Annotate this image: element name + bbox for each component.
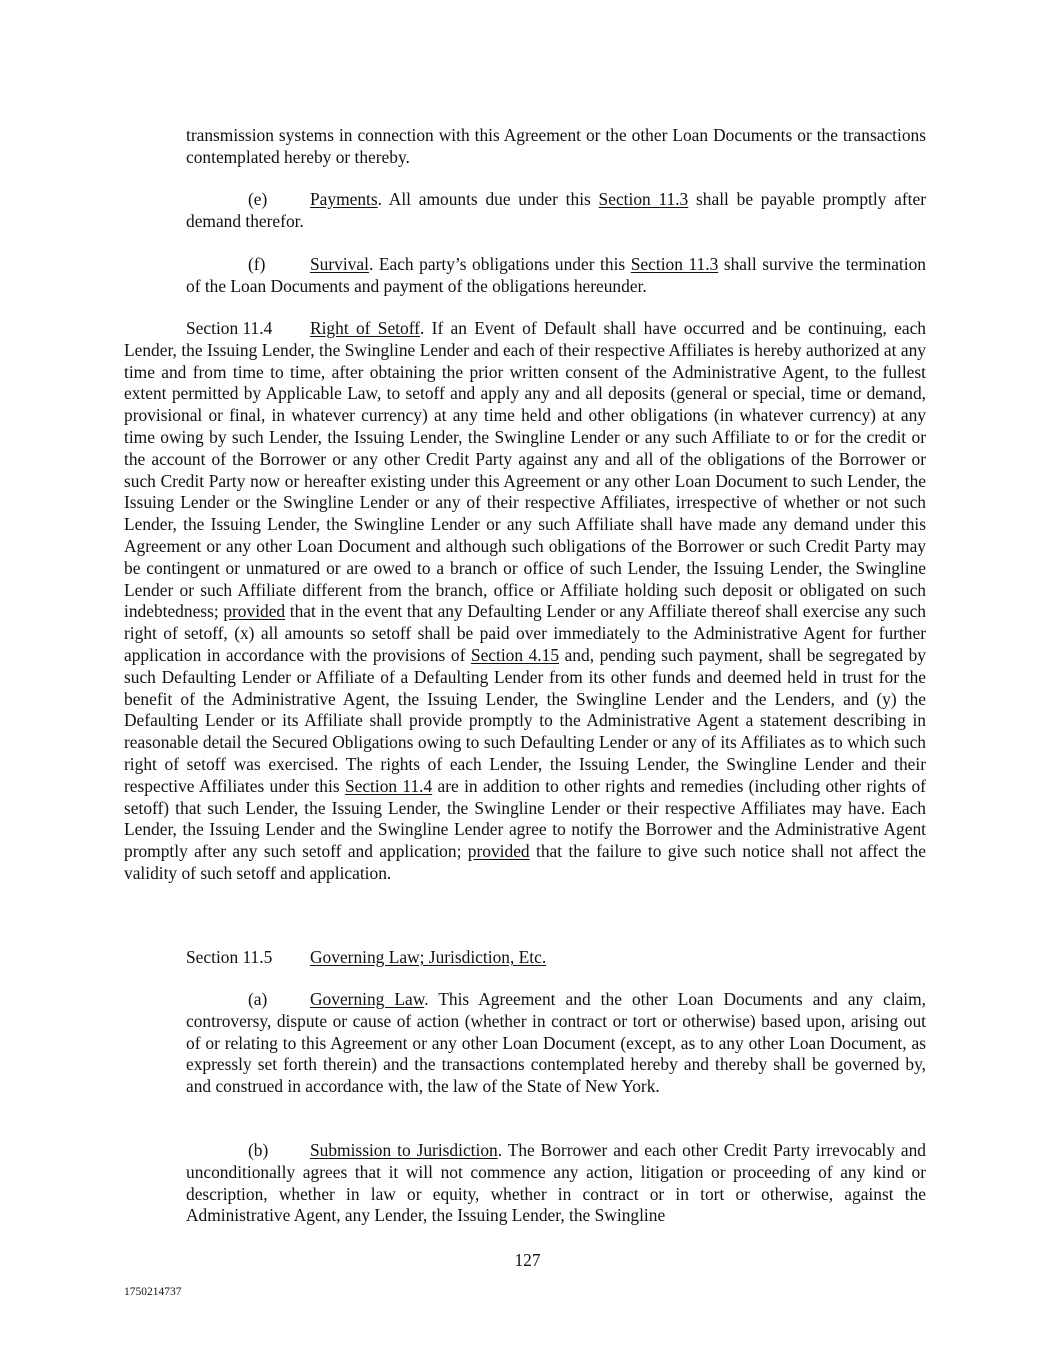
- intro-paragraph: [186, 125, 926, 169]
- section-11-4-right-of-setoff: [124, 318, 926, 885]
- provided-term: provided: [223, 601, 286, 622]
- clause-heading: Survival: [310, 254, 369, 274]
- clause-text: shall survive the termination of the Loan Documents and payment of the obligations hereunder.: [186, 254, 926, 296]
- section-text: are in addition to other rights and remedies (including other rights of setoff) that such Lender, the Issuing Lender, the Swingline Lender or their respective Affiliates may have. Each Lender, the Issuing Lender and the Swingline Lender agree to notify the Borrower and the Administrative Agent promptly after any such setoff and application;: [124, 775, 926, 862]
- clause-text: . Each party’s obligations under this: [368, 254, 631, 274]
- clause-heading: Governing Law: [310, 989, 425, 1009]
- clause-heading: Payments: [310, 189, 378, 209]
- clause-text: . The Borrower and each other Credit Party irrevocably and unconditionally agrees that it will not commence any action, litigation or proceeding of any kind or description, whether in law or equity, whether in contract or in tort or otherwise, against the Administrative Agent, any Lender, the Issuing Lender, the Swingline: [186, 1140, 926, 1226]
- section-label: Section 11.4: [186, 318, 273, 338]
- page-number: 127: [514, 1250, 541, 1270]
- section-text: and, pending such payment, shall be segregated by such Defaulting Lender or Affiliate of a Defaulting Lender from its other funds and deemed held in trust for the benefit of the Administrative Agent, the Issuing Lender, the Swingline Lender and the Lenders, and (y) the Defaulting Lender or its Affiliate shall provide promptly to the Administrative Agent a statement describing in reasonable detail the Secured Obligations owing to such Defaulting Lender or any of its Affiliates as to which such right of setoff was exercised. The rights of each Lender, the Issuing Lender, the Swingline Lender and their respective Affiliates under this: [124, 644, 926, 796]
- section-11-5-heading: [124, 947, 926, 969]
- clause-f-survival: [186, 254, 926, 298]
- clause-e-payments: [186, 189, 926, 233]
- section-heading: Governing Law; Jurisdiction, Etc.: [310, 947, 547, 967]
- clause-text: . All amounts due under this: [377, 189, 599, 209]
- intro-text: transmission systems in connection with this Agreement or the other Loan Documents or the transactions contemplated hereby or thereby.: [186, 125, 926, 167]
- clause-heading: Submission to Jurisdiction: [310, 1140, 498, 1160]
- clause-text: . This Agreement and the other Loan Documents and any claim, controversy, dispute or cause of action (whether in contract or tort or otherwise) based upon, arising out of or relating to this Agreement or any other Loan Document (except, as to any other Loan Document, as expressly set forth therein) and the transactions contemplated hereby and thereby shall be governed by, and construed in accordance with, the law of the State of New York.: [186, 989, 926, 1097]
- section-heading: Right of Setoff: [310, 318, 420, 338]
- section-reference: Section 11.4: [344, 775, 433, 796]
- clause-text: shall be payable promptly after demand therefor.: [186, 189, 926, 231]
- section-label: Section 11.5: [186, 947, 273, 967]
- clause-number: (b): [248, 1140, 269, 1160]
- clause-number: (a): [248, 989, 268, 1009]
- section-reference: Section 11.3: [630, 254, 719, 274]
- section-reference: Section 11.3: [598, 189, 689, 209]
- section-text: that in the event that any Defaulting Lender or any Affiliate thereof shall exercise any such right of setoff, (x) all amounts so setoff shall be paid over immediately to the Administrative Agent for further application in accordance with the provisions of: [124, 601, 926, 665]
- section-text: that the failure to give such notice shall not affect the validity of such setoff and application.: [124, 841, 926, 883]
- clause-b-submission-to-jurisdiction: [186, 1140, 926, 1227]
- clause-a-governing-law: [186, 989, 926, 1098]
- section-reference: Section 4.15: [470, 644, 560, 665]
- clause-number: (e): [248, 189, 268, 209]
- document-id: 1750214737: [124, 1286, 182, 1298]
- clause-number: (f): [248, 254, 266, 274]
- provided-term: provided: [467, 841, 530, 862]
- section-text: . If an Event of Default shall have occurred and be continuing, each Lender, the Issuing Lender, the Swingline Lender and each of their respective Affiliates is hereby authorized at any time and from time to time, after obtaining the prior written consent of the Administrative Agent, to the fullest extent permitted by Applicable Law, to setoff and apply any and all deposits (general or special, time or demand, provisional or final, in whatever currency) at any time held and other obligations (in whatever currency) at any time owing by such Lender, the Issuing Lender, the Swingline Lender or any such Affiliate to or for the credit or the account of the Borrower or any other Credit Party against any and all of the obligations of the Borrower or such Credit Party now or hereafter existing under this Agreement or any other Loan Document to such Lender, the Issuing Lender or the Swingline Lender or any of their respective Affiliates, irrespective of whether or not such Lender, the Issuing Lender, the Swingline Lender or any such Affiliate shall have made any demand under this Agreement or any other Loan Document and although such obligations of the Borrower or such Credit Party may be contingent or unmatured or are owed to a branch or office of such Lender, the Issuing Lender, the Swingline Lender or such Affiliate different from the branch, office or Affiliate holding such deposit or obligated on such indebtedness;: [124, 318, 926, 622]
